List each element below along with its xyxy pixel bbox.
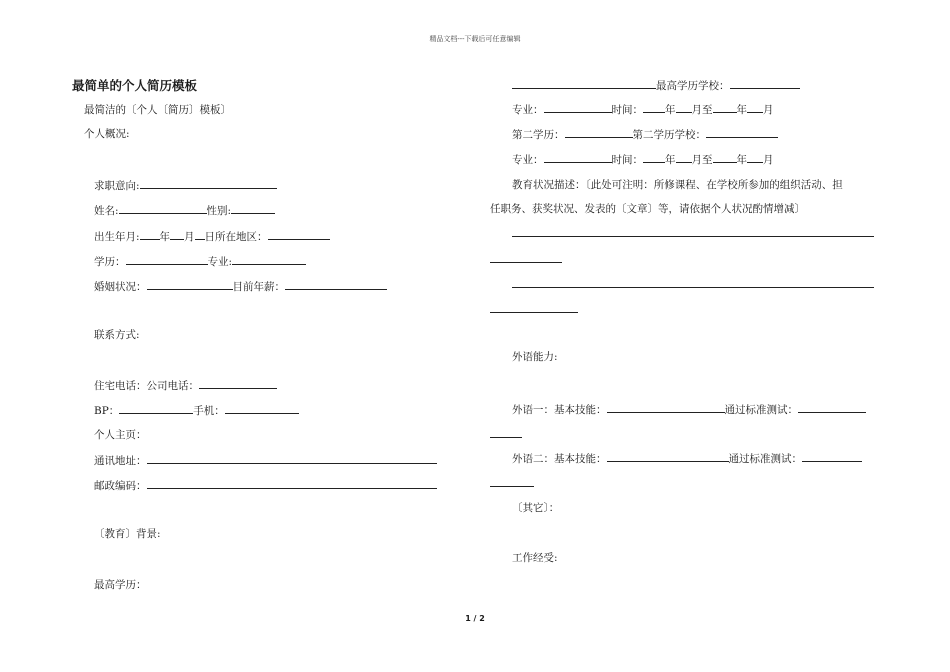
- work-experience-heading: 工作经受:: [512, 552, 558, 564]
- birth-month-label: 月: [184, 231, 195, 243]
- year-label-2b: 年: [736, 154, 747, 166]
- year-label-1: 年: [665, 104, 676, 116]
- gender-blank: [231, 203, 275, 214]
- postcode-label: 邮政编码：: [94, 480, 147, 492]
- major-time-line-1: [512, 102, 774, 117]
- language-1-skill-blank: [607, 402, 725, 413]
- language-2-rule-cont: [490, 486, 534, 487]
- subtitle: 最简洁的〔个人〔简历〕模板〕: [84, 104, 231, 116]
- address-blank: [147, 453, 437, 464]
- major-time-line-2: [512, 152, 774, 167]
- birth-month-blank: [170, 229, 184, 240]
- education-blank: [126, 254, 208, 265]
- birth-year-label: 年: [159, 231, 171, 243]
- second-degree-label: 第二学历：: [512, 129, 565, 141]
- language-2-line: [512, 451, 862, 466]
- month-label-2: 月: [763, 154, 774, 166]
- job-intent-label: 求职意向:: [94, 180, 140, 192]
- contact-heading: 联系方式:: [94, 329, 140, 341]
- salary-blank: [285, 279, 387, 290]
- end-month-blank-1: [747, 102, 763, 113]
- language-2-label: 外语二：基本技能：: [512, 453, 607, 465]
- major-blank: [232, 254, 306, 265]
- mobile-label: 手机：: [193, 405, 225, 417]
- birth-label: 出生年月:: [94, 231, 140, 243]
- time-label-1: 时间：: [611, 104, 643, 116]
- edu-description-line-1: 教育状况描述：〔此处可注明：所修课程、在学校所参加的组织活动、担: [512, 179, 843, 191]
- edu-background-heading: 〔教育〕背景:: [94, 528, 161, 540]
- major-blank-1: [544, 102, 612, 113]
- address-label: 通讯地址：: [94, 455, 147, 467]
- homepage-label: 个人主页：: [94, 429, 147, 441]
- name-gender-line: [94, 203, 275, 218]
- job-intent-line: [94, 178, 277, 193]
- end-year-blank-1: [713, 102, 737, 113]
- highest-degree-label: 最高学历：: [94, 579, 147, 591]
- highest-school-blank: [730, 78, 800, 89]
- language-2-test-blank: [802, 451, 862, 462]
- second-degree-blank: [565, 127, 633, 138]
- desc-rule-4: [490, 312, 578, 313]
- salary-label: 目前年薪：: [232, 281, 285, 293]
- start-month-blank-1: [676, 102, 692, 113]
- birth-day-blank: [195, 229, 205, 240]
- bp-blank: [119, 403, 193, 414]
- birth-line: [94, 229, 330, 244]
- postcode-line: [94, 478, 437, 493]
- start-year-blank-1: [643, 102, 665, 113]
- year-label-2: 年: [665, 154, 676, 166]
- end-year-blank-2: [713, 152, 737, 163]
- birth-year-blank: [140, 229, 160, 240]
- year-label-1b: 年: [736, 104, 747, 116]
- edu-description-line-2: 任职务、获奖状况、发表的〔文章〕等，请依据个人状况酌情增减〕: [490, 203, 805, 215]
- language-1-test-blank: [798, 402, 866, 413]
- language-1-rule-cont: [490, 437, 522, 438]
- bp-mobile-line: [94, 403, 299, 418]
- second-degree-line: [512, 127, 778, 142]
- language-2-test-label: 通过标准测试：: [728, 453, 802, 465]
- postcode-blank: [147, 478, 437, 489]
- education-major-line: [94, 254, 306, 269]
- month-label-1: 月: [763, 104, 774, 116]
- desc-rule-1: [512, 236, 874, 237]
- language-1-label: 外语一：基本技能：: [512, 404, 607, 416]
- bp-label: BP：: [94, 405, 120, 417]
- phone-line: [94, 378, 277, 393]
- desc-rule-2: [490, 262, 562, 263]
- degree-continuation-blank: [512, 78, 656, 89]
- marital-label: 婚姻状况：: [94, 281, 147, 293]
- end-month-blank-2: [747, 152, 763, 163]
- language-1-test-label: 通过标准测试：: [724, 404, 798, 416]
- major-label: 专业:: [207, 256, 233, 268]
- major-label-1: 专业：: [512, 104, 544, 116]
- language-1-line: [512, 402, 866, 417]
- month-to-label-1: 月至: [691, 104, 713, 116]
- document-title: 最简单的个人简历模板: [72, 78, 198, 93]
- month-to-label-2: 月至: [691, 154, 713, 166]
- mobile-blank: [225, 403, 299, 414]
- highest-school-line: [512, 78, 800, 93]
- second-school-label: 第二学历学校：: [632, 129, 706, 141]
- name-blank: [119, 203, 207, 214]
- marital-blank: [147, 279, 233, 290]
- time-label-2: 时间：: [611, 154, 643, 166]
- major-blank-2: [544, 152, 612, 163]
- other-label: 〔其它〕：: [512, 502, 560, 514]
- name-label: 姓名:: [94, 205, 119, 217]
- start-month-blank-2: [676, 152, 692, 163]
- overview-heading: 个人概况:: [84, 128, 130, 140]
- page-header: 精品文档---下载后可任意编辑: [429, 35, 521, 43]
- location-label: 日所在地区：: [204, 231, 268, 243]
- phone-blank: [199, 378, 277, 389]
- education-label: 学历：: [94, 256, 126, 268]
- major-label-2: 专业：: [512, 154, 544, 166]
- location-blank: [268, 229, 330, 240]
- language-2-skill-blank: [607, 451, 729, 462]
- desc-rule-3: [512, 287, 874, 288]
- start-year-blank-2: [643, 152, 665, 163]
- job-intent-blank: [140, 178, 277, 189]
- marital-salary-line: [94, 279, 387, 294]
- page-number: 1 / 2: [465, 614, 485, 623]
- foreign-language-heading: 外语能力:: [512, 351, 558, 363]
- phone-label: 住宅电话：公司电话：: [94, 380, 199, 392]
- gender-label: 性别:: [206, 205, 232, 217]
- address-line: [94, 453, 437, 468]
- second-school-blank: [706, 127, 778, 138]
- highest-school-label: 最高学历学校：: [656, 80, 730, 92]
